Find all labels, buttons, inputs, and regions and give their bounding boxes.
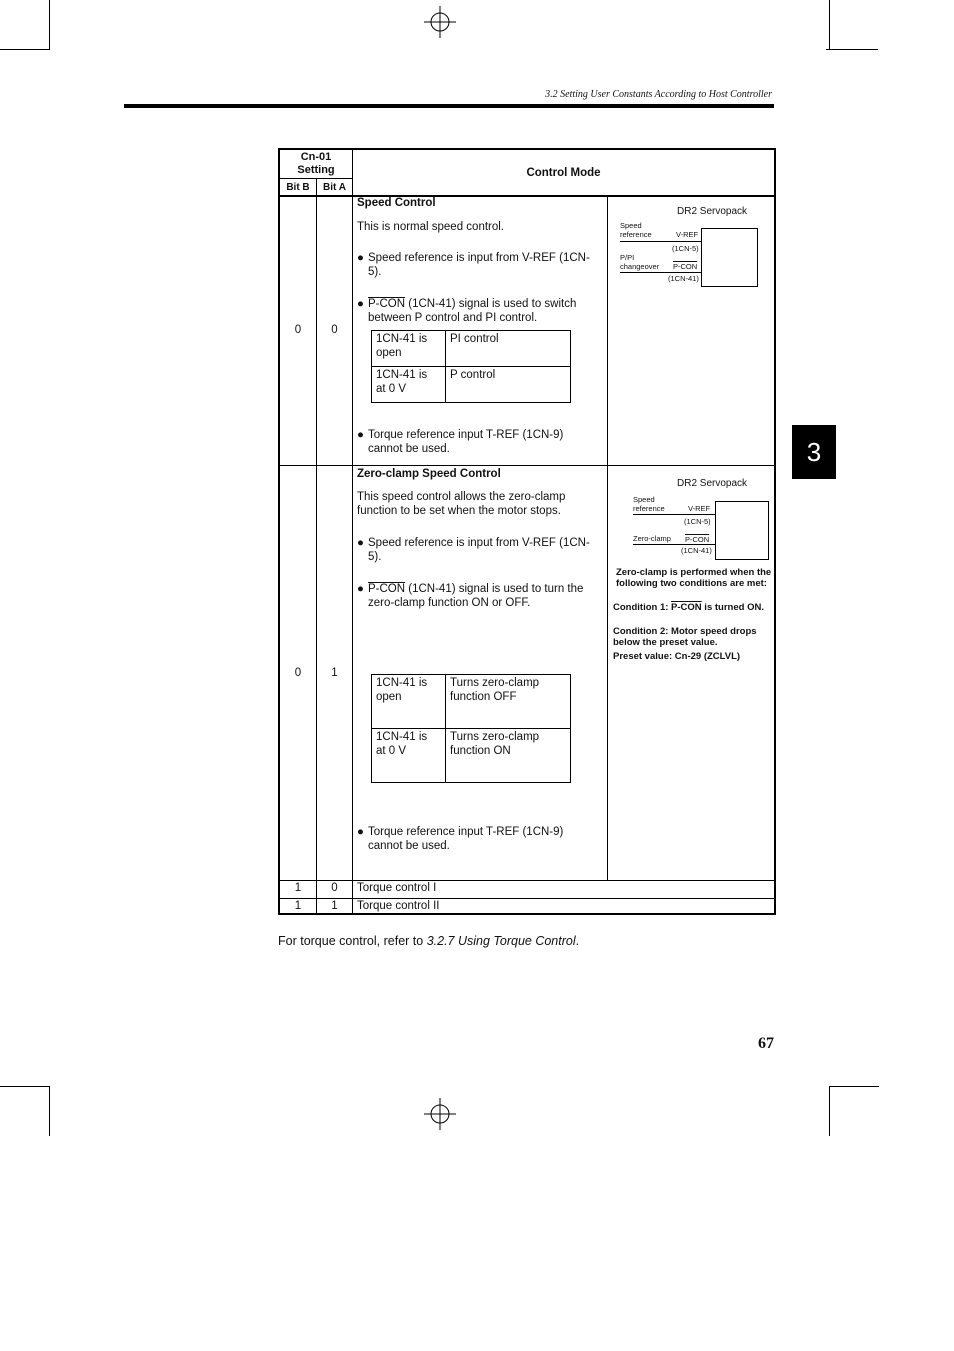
row2-in1-signal: V-REF — [688, 504, 711, 513]
torque-control-reference-note — [278, 934, 579, 948]
row2-servopack-box — [715, 501, 769, 560]
row2-in1-label: Speed reference — [633, 495, 665, 513]
row2-mini-cond-1: 1CN-41 is open — [376, 677, 428, 703]
zero-clamp-preset-value: Preset value: Cn-29 (ZCLVL) — [613, 651, 741, 662]
row1-bullet1-text: Speed reference is input from V-REF (1CN-5). — [368, 252, 590, 278]
footer-note-prefix: For torque control, refer to — [278, 934, 427, 948]
row1-bit-b: 0 — [294, 324, 302, 336]
row1-in1-pin: (1CN-5) — [672, 244, 699, 253]
page-number: 67 — [758, 1035, 774, 1052]
row1-in1-label: Speed reference — [620, 221, 652, 239]
zero-clamp-condition-2: Condition 2: Motor speed drops below the preset value. — [613, 626, 757, 648]
row3-bit-a: 0 — [331, 882, 338, 894]
row2-mini-result-1: Turns zero-clamp function OFF — [450, 677, 540, 703]
row2-bit-b: 0 — [294, 667, 302, 679]
row1-diagram-title: DR2 Servopack — [677, 206, 748, 217]
row2-bullet1-text: Speed reference is input from V-REF (1CN-5). — [368, 537, 590, 563]
header-rule — [124, 104, 774, 108]
row1-bullet2-text: (1CN-41) signal is used to switch between P control and PI control. — [368, 298, 577, 324]
registration-mark-bottom — [424, 1098, 456, 1130]
row4-bit-b: 1 — [294, 900, 302, 912]
zero-clamp-note-intro: Zero-clamp is performed when the following two conditions are met: — [616, 567, 772, 589]
row1-pcon-signal: P-CON — [368, 298, 406, 310]
row2-mini-result-2: Turns zero-clamp function ON — [450, 731, 540, 757]
condition-1-suffix: is turned ON. — [701, 602, 764, 613]
row2-pcon-signal: P-CON — [368, 583, 406, 595]
row2-bullet3-text: Torque reference input T-REF (1CN-9) cannot be used. — [368, 826, 564, 852]
row3-bit-b: 1 — [294, 882, 302, 894]
row1-title: Speed Control — [357, 197, 436, 209]
footer-note-link[interactable]: 3.2.7 Using Torque Control — [426, 934, 576, 948]
control-mode-table: Cn-01 Setting Bit B Bit A Control Mode 0 0 Speed Control This is normal speed control. ● Speed reference is input from V-REF (1CN-5). ● P-CON (1CN-41) signal is used to switch between P control and PI control. 1CN-41 is open PI control 1CN-41 is at 0 V P control ● Torque reference input T-REF (1CN-9) cannot be used. DR2 Servopack Speed reference V-REF (1CN-5) P/PI changeover P-CON (1CN-41) 0 1 Zero-clamp Speed Control This speed control allows the zero-clamp function to be set when the motor stops. ● Speed reference is input from V-REF (1CN-5). ● P-CON (1CN-41) signal is used to turn the zero-clamp function ON or OFF. 1CN-41 is open Turns zero-clamp function OFF 1CN-41 is at 0 V Turns zero-clamp function ON ● Torque reference input T-REF (1CN-9) cannot be used. DR2 Servopack Speed reference V-REF (1CN-5) Zero-clamp P-CON (1CN-41) Zero-clamp is performed when the following two conditions are met: Condition 1: P-CON is turned ON. Condition 2: Motor speed drops below the preset value. Preset value: Cn-29 (ZCLVL) 1 0 Torque control I 1 1 Torque control II — [278, 148, 776, 915]
footer-note-suffix: . — [575, 934, 580, 948]
row2-bit-a: 1 — [331, 667, 338, 679]
registration-mark-top — [424, 6, 456, 38]
row1-mini-cond-1: 1CN-41 is open — [376, 333, 428, 359]
row1-in1-signal: V-REF — [676, 230, 699, 239]
row1-servopack-box — [701, 228, 758, 287]
row2-in2-wire — [633, 544, 715, 545]
row2-desc: This speed control allows the zero-clamp function to be set when the motor stops. — [357, 491, 566, 517]
row2-mini-cond-2: 1CN-41 is at 0 V — [376, 731, 428, 757]
row3-mode: Torque control I — [357, 882, 437, 894]
row1-bit-a: 0 — [331, 324, 338, 336]
zero-clamp-condition-1 — [613, 603, 771, 614]
row2-mini-table — [371, 674, 571, 783]
row1-in2-wire — [620, 272, 701, 273]
row1-in2-pin: (1CN-41) — [668, 274, 699, 283]
row1-mini-result-2: P control — [450, 369, 496, 381]
row1-in2-signal: P-CON — [673, 262, 698, 271]
row2-diagram-title: DR2 Servopack — [677, 478, 748, 489]
chapter-tab: 3 — [792, 425, 836, 479]
header-bit-b: Bit B — [286, 182, 310, 193]
row4-mode: Torque control II — [357, 900, 440, 912]
row1-mini-cond-2: 1CN-41 is at 0 V — [376, 369, 428, 395]
condition-1-prefix: Condition 1: — [613, 602, 672, 613]
row1-mini-result-1: PI control — [450, 333, 499, 345]
header-bit-a: Bit A — [323, 182, 346, 193]
running-title: 3.2 Setting User Constants According to Host Controller — [545, 89, 772, 100]
row4-bit-a: 1 — [331, 900, 338, 912]
row1-in1-wire — [620, 241, 701, 242]
row1-in2-label: P/PI changeover — [620, 253, 660, 271]
row2-in2-pin: (1CN-41) — [681, 546, 712, 555]
row2-in1-wire — [633, 514, 715, 515]
row1-bullet3-text: Torque reference input T-REF (1CN-9) cannot be used. — [368, 429, 564, 455]
header-control-mode: Control Mode — [526, 167, 601, 179]
row1-desc: This is normal speed control. — [357, 221, 505, 233]
header-setting: Cn-01 Setting — [297, 151, 335, 176]
row2-bullet2-text: (1CN-41) signal is used to turn the zero-clamp function ON or OFF. — [368, 583, 584, 609]
row2-in2-signal: P-CON — [685, 535, 710, 544]
row2-in1-pin: (1CN-5) — [684, 517, 711, 526]
row2-in2-label: Zero-clamp — [633, 534, 671, 543]
condition-1-signal: P-CON — [671, 602, 702, 613]
row1-mini-table — [371, 330, 571, 403]
row2-title: Zero-clamp Speed Control — [357, 468, 501, 480]
